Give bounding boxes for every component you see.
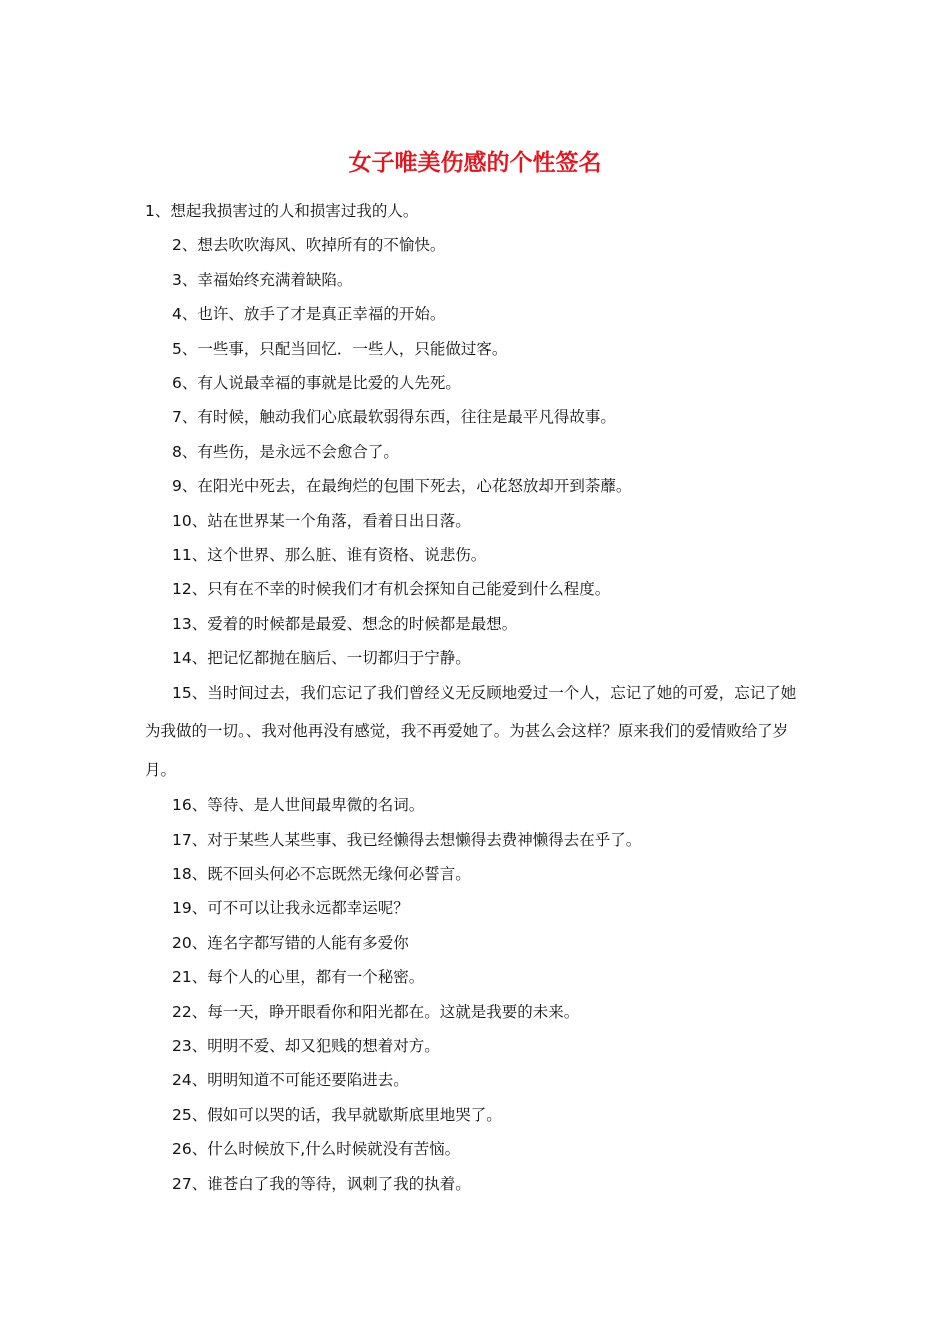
list-item: 5、一些事，只配当回忆．一些人，只能做过客。 <box>172 339 508 358</box>
document-title: 女子唯美伤感的个性签名 <box>348 149 602 176</box>
list-item: 15、当时间过去，我们忘记了我们曾经义无反顾地爱过一个人，忘记了她的可爱，忘记了她为我做的一切。、我对他再没有感觉，我不再爱她了。为甚么会这样？原来我们的爱情败给了岁月。 <box>145 683 797 779</box>
list-item: 26、什么时候放下,什么时候就没有苦恼。 <box>172 1140 461 1159</box>
list-item: 18、既不回头何必不忘既然无缘何必誓言。 <box>172 865 471 883</box>
list-item: 13、爱着的时候都是最爱、想念的时候都是最想。 <box>172 614 518 633</box>
list-item: 4、也许、放手了才是真正幸福的开始。 <box>172 305 446 324</box>
list-item: 1、想起我损害过的人和损害过我的人。 <box>145 202 419 220</box>
list-item: 14、把记忆都抛在脑后、一切都归于宁静。 <box>172 649 471 668</box>
list-item: 9、在阳光中死去，在最绚烂的包围下死去，心花怒放却开到荼蘼。 <box>172 477 632 496</box>
list-item: 21、每个人的心里，都有一个秘密。 <box>172 968 425 987</box>
list-item: 16、等待、是人世间最卑微的名词。 <box>172 796 425 815</box>
list-item: 17、对于某些人某些事、我已经懒得去想懒得去费神懒得去在乎了。 <box>172 830 642 849</box>
list-item: 3、幸福始终充满着缺陷。 <box>172 270 353 289</box>
list-item: 24、明明知道不可能还要陷进去。 <box>172 1071 409 1090</box>
list-item: 25、假如可以哭的话，我早就歇斯底里地哭了。 <box>172 1105 502 1124</box>
list-item: 6、有人说最幸福的事就是比爱的人先死。 <box>172 374 461 393</box>
list-item: 19、可不可以让我永远都幸运呢？ <box>172 899 409 918</box>
list-item: 20、连名字都写错的人能有多爱你 <box>172 933 409 952</box>
list-item: 7、有时候，触动我们心底最软弱得东西，往往是最平凡得故事。 <box>172 408 616 427</box>
list-item: 22、每一天，睁开眼看你和阳光都在。这就是我要的未来。 <box>172 1002 580 1021</box>
list-item: 23、明明不爱、却又犯贱的想着对方。 <box>172 1037 440 1056</box>
list-item: 2、想去吹吹海风、吹掉所有的不愉快。 <box>172 236 446 255</box>
signature-list <box>145 194 810 1201</box>
list-item: 27、谁苍白了我的等待，讽刺了我的执着。 <box>172 1174 471 1193</box>
list-item: 12、只有在不幸的时候我们才有机会探知自己能爱到什么程度。 <box>172 580 611 599</box>
list-item: 8、有些伤，是永远不会愈合了。 <box>172 442 399 461</box>
list-item: 11、这个世界、那么脏、谁有资格、说悲伤。 <box>172 546 487 565</box>
list-item: 10、站在世界某一个角落，看着日出日落。 <box>172 511 471 530</box>
